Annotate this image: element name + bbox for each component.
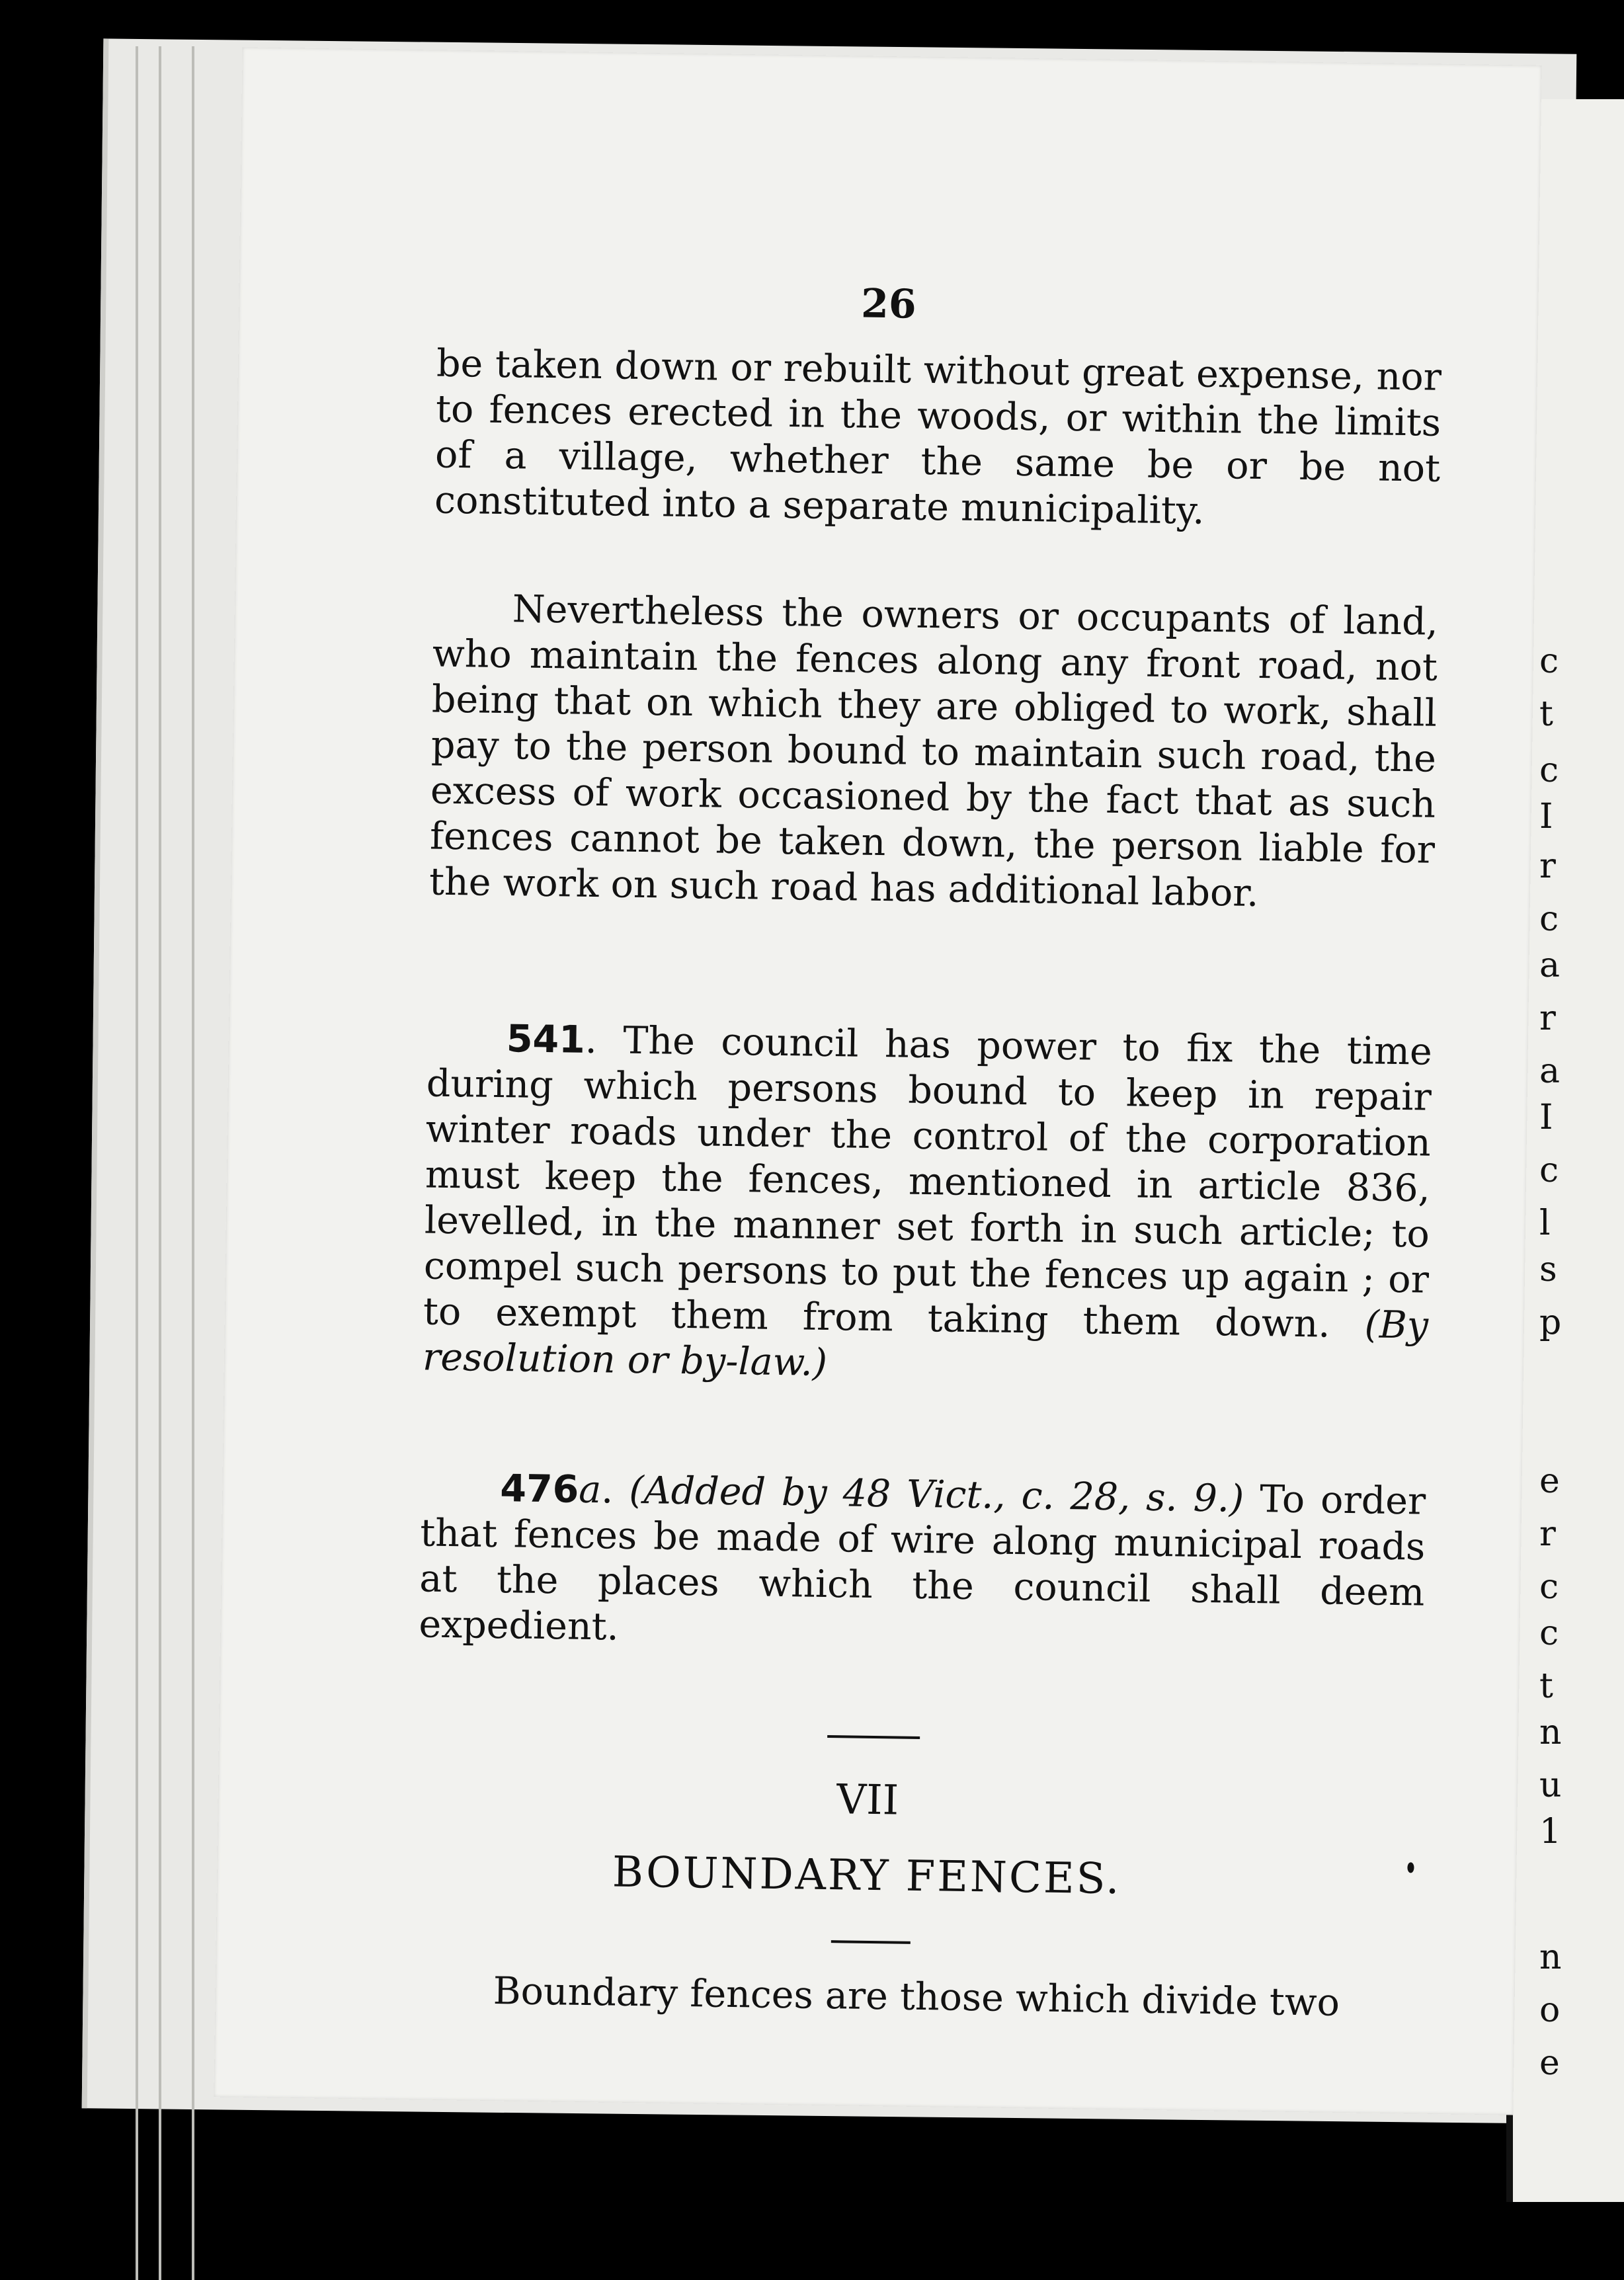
fragment-char: e	[1539, 1461, 1560, 1501]
paragraph-text: Nevertheless the owners or occupants of land, who maintain the fences along any front road, not being that on which they are obliged to work, shall pay to the person bound to maintain such road, the excess of work occasioned by the fact that as such fences cannot be taken down, the person liable for the work on such road has additional labor.	[428, 587, 1439, 916]
fragment-char: c	[1539, 1567, 1559, 1607]
paragraph-text: Boundary fences are those which divide two	[493, 1969, 1340, 2025]
fragment-char: c	[1539, 751, 1559, 790]
fragment-char: e	[1539, 2043, 1560, 2083]
fragment-char: s	[1539, 1250, 1557, 1289]
fragment-char: t	[1539, 694, 1553, 734]
fragment-char: u	[1539, 1766, 1562, 1805]
article-541-text	[423, 1015, 1433, 1394]
fragment-char: 1	[1539, 1812, 1562, 1852]
last-paragraph	[413, 1967, 1419, 2027]
fragment-char: c	[1539, 1151, 1559, 1190]
page-edge	[159, 46, 161, 2280]
fragment-char: I	[1539, 797, 1553, 836]
fragment-char: r	[1539, 1514, 1556, 1554]
fragment-char: p	[1539, 1303, 1562, 1342]
section-roman-numeral: VII	[836, 1775, 899, 1824]
section-rule-bottom	[831, 1940, 911, 1944]
fragment-char: l	[1539, 1203, 1551, 1243]
continued-paragraph	[434, 341, 1442, 538]
fragment-char: r	[1539, 846, 1556, 886]
article-note: (By resolution or by-law.)	[422, 1303, 1429, 1385]
article-note: (Added by 48 Vict., c. 28, s. 9.)	[628, 1468, 1244, 1521]
nevertheless-paragraph	[429, 586, 1439, 919]
fragment-char: c	[1539, 1613, 1559, 1653]
fragment-char: n	[1539, 1937, 1562, 1977]
article-suffix: a	[578, 1467, 602, 1512]
article-body: To order that fences be made of wire along municipal roads at the places which the council shall deem expedient.	[419, 1477, 1426, 1649]
article-number: 541	[506, 1017, 586, 1062]
fragment-char: a	[1539, 1051, 1561, 1091]
book-page	[214, 47, 1541, 2115]
article-476a-text: 476a. (Added by 48 Vict., c. 28, s. 9.) To order that fences be made of wire along municipal roads at the places which the council shall deem expedient.	[419, 1467, 1426, 1649]
fragment-char: c	[1539, 899, 1559, 939]
fragment-char: n	[1539, 1713, 1562, 1752]
page-number: 26	[860, 280, 917, 328]
paragraph-text: be taken down or rebuilt without great expense, nor to fences erected in the woods, or within the limits of a village, whether the same be or be not constituted into a separate municipality.	[434, 341, 1442, 533]
article-body: . The council has power to fix the time during which persons bound to keep in repair winter roads under the control of the corporation must keep the fences, mentioned in article 836, levelled, in the manner set forth in such article; to compel such persons to put the fences up again ; or to exempt them from taking them down.	[423, 1018, 1433, 1347]
article-476a	[419, 1465, 1426, 1661]
fragment-char: r	[1539, 998, 1556, 1038]
fragment-char: o	[1539, 1990, 1561, 2030]
fragment-char: I	[1539, 1098, 1553, 1137]
fragment-char: t	[1539, 1666, 1553, 1706]
fragment-char: c	[1539, 641, 1559, 681]
section-rule-top	[827, 1735, 920, 1739]
page-edge	[192, 46, 194, 2280]
article-541	[423, 1015, 1433, 1394]
fragment-char: a	[1539, 946, 1561, 985]
article-number: 476	[499, 1467, 579, 1512]
page-edge	[136, 46, 138, 2280]
section-title: BOUNDARY FENCES.	[612, 1848, 1122, 1904]
